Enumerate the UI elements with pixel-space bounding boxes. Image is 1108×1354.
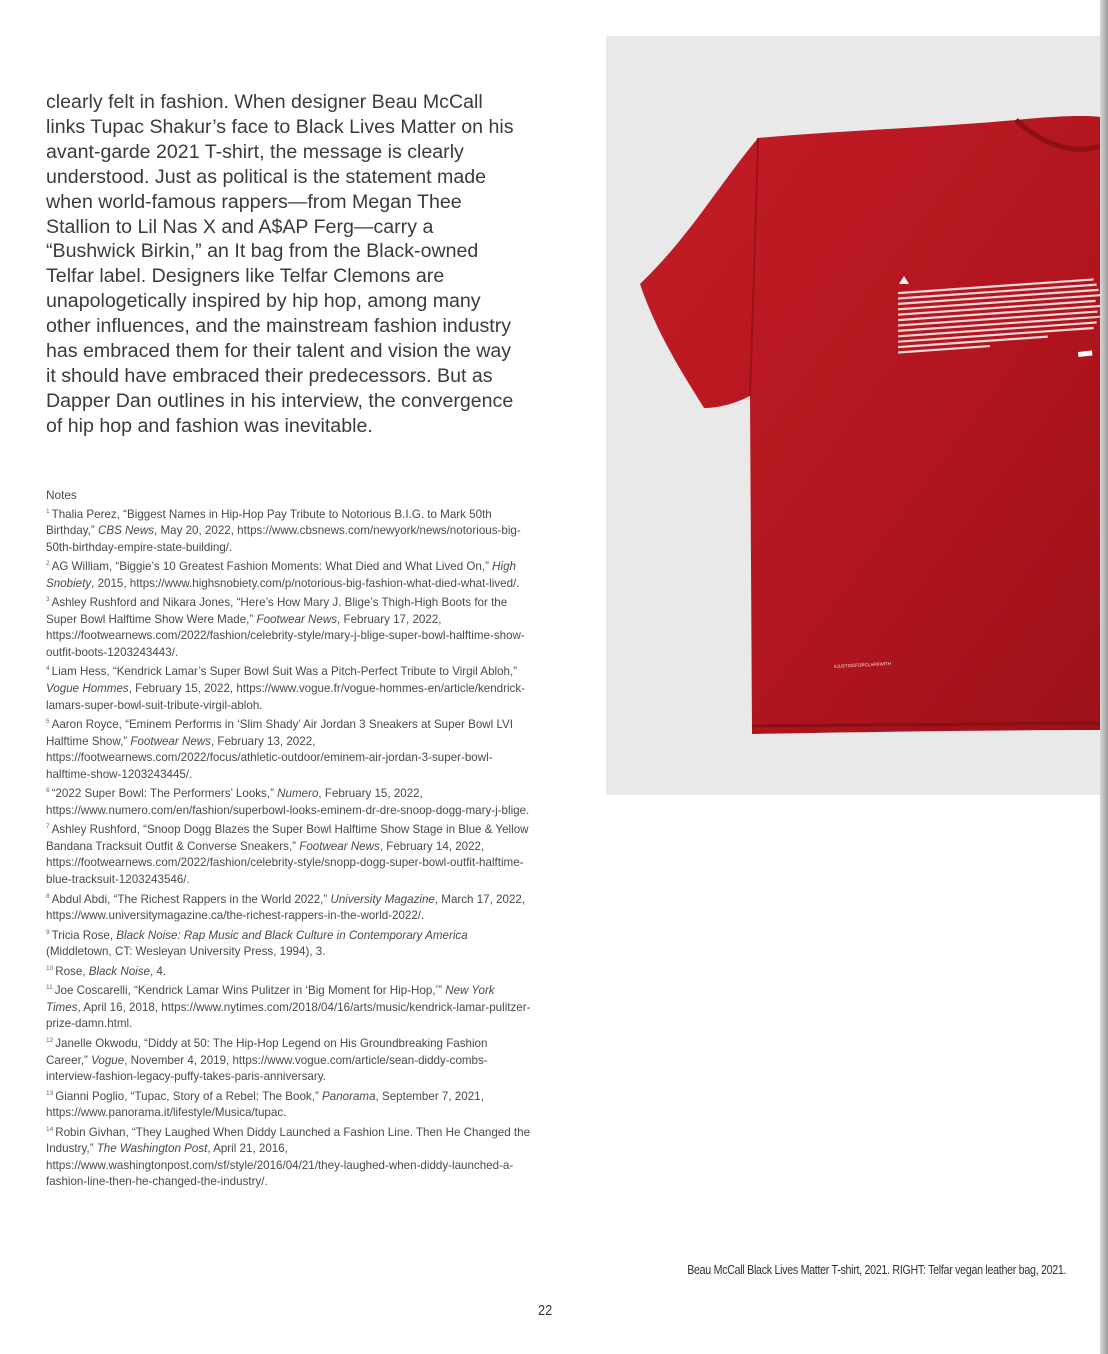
note-number: 13 xyxy=(46,1089,54,1097)
note-item xyxy=(46,783,532,819)
note-text: Gianni Poglio, “Tupac, Story of a Rebel: The Book,” xyxy=(55,1089,323,1103)
note-citation: , February 14, 2022, https://footwearnews.com/2022/fashion/celebrity-style/snopp-dogg-super-bowl-outfit-halftime-blue-tracksuit-1203243546/. xyxy=(46,839,524,887)
note-text: Robin Givhan, “They Laughed When Diddy Launched a Fashion Line. Then He Changed the Industry,” xyxy=(46,1125,531,1156)
note-number: 1 xyxy=(46,507,50,515)
note-item xyxy=(46,980,532,1033)
note-item xyxy=(46,1033,532,1086)
note-number: 2 xyxy=(46,560,50,568)
note-source-title: Black Noise xyxy=(88,964,150,978)
note-source-title: Footwear News xyxy=(299,839,380,853)
note-citation: , September 7, 2021, https://www.panorama.it/lifestyle/Musica/tupac. xyxy=(46,1089,484,1120)
note-citation: , April 16, 2018, https://www.nytimes.com/2018/04/16/arts/music/kendrick-lamar-pulitzer-prize-damn.html. xyxy=(46,1000,531,1031)
note-number: 11 xyxy=(46,984,53,992)
note-number: 3 xyxy=(46,596,50,604)
note-item xyxy=(46,714,532,783)
note-item xyxy=(46,556,532,592)
note-text: Joe Coscarelli, “Kendrick Lamar Wins Pulitzer in ‘Big Moment for Hip-Hop,’” xyxy=(54,984,446,998)
endnotes-section xyxy=(46,487,532,1191)
note-citation: , February 17, 2022, https://footwearnews.com/2022/fashion/celebrity-style/mary-j-blige-super-bowl-halftime-show-outfit-boots-1203243443/. xyxy=(46,612,525,659)
note-number: 12 xyxy=(46,1036,54,1044)
note-item xyxy=(46,592,532,661)
tshirt-body xyxy=(640,116,1100,734)
note-number: 14 xyxy=(46,1125,54,1133)
note-text: AG William, “Biggie’s 10 Greatest Fashion Moments: What Died and What Lived On,” xyxy=(51,560,493,574)
note-citation: , May 20, 2022, https://www.cbsnews.com/newyork/news/notorious-big-50th-birthday-empire-state-building/. xyxy=(46,524,521,554)
note-number: 8 xyxy=(46,892,50,900)
note-text: Tricia Rose, xyxy=(51,928,117,942)
note-text: Ashley Rushford, “Snoop Dogg Blazes the Super Bowl Halftime Show Stage in Blue & Yellow Bandana Tracksuit Outfit & Converse Sneakers,” xyxy=(46,823,529,853)
note-source-title: Footwear News xyxy=(130,734,211,748)
note-number: 9 xyxy=(46,928,50,936)
tshirt-photo xyxy=(606,36,1100,795)
note-item xyxy=(46,504,532,557)
note-source-title: Panorama xyxy=(322,1089,376,1103)
note-text: Ashley Rushford and Nikara Jones, “Here’s How Mary J. Blige’s Thigh-High Boots for the Super Bowl Halftime Show Were Made,” xyxy=(46,596,508,626)
note-item xyxy=(46,819,532,888)
note-text: Thalia Perez, “Biggest Names in Hip-Hop Pay Tribute to Notorious B.I.G. to Mark 50th Birthday,” xyxy=(46,507,492,538)
note-text: Aaron Royce, “Eminem Performs in ‘Slim Shady’ Air Jordan 3 Sneakers at Super Bowl LVI Halftime Show,” xyxy=(46,718,513,748)
note-source-title: Black Noise: Rap Music and Black Culture in Contemporary America xyxy=(116,928,468,942)
note-text: “2022 Super Bowl: The Performers’ Looks,” xyxy=(51,787,278,801)
note-citation: , February 13, 2022, https://footwearnews.com/2022/focus/athletic-outdoor/eminem-air-jordan-3-super-bowl-halftime-show-1203243445/. xyxy=(46,734,493,781)
note-item xyxy=(46,925,532,961)
tshirt-hem-text: #JUSTICEFORCLARKWITH xyxy=(833,661,892,669)
note-source-title: Vogue xyxy=(91,1053,125,1067)
note-source-title: Numero xyxy=(277,787,319,801)
note-source-title: Footwear News xyxy=(256,612,338,626)
red-tshirt-illustration xyxy=(606,36,1100,795)
note-citation: (Middletown, CT: Wesleyan University Press, 1994), 3. xyxy=(46,945,326,959)
note-source-title: University Magazine xyxy=(330,892,435,906)
note-citation: , March 17, 2022, https://www.universitymagazine.ca/the-richest-rappers-in-the-world-2022/. xyxy=(46,892,526,923)
notes-list xyxy=(46,504,532,1191)
note-source-title: The Washington Post xyxy=(96,1142,208,1156)
note-text: Janelle Okwodu, “Diddy at 50: The Hip-Hop Legend on His Groundbreaking Fashion Career,” xyxy=(46,1036,488,1067)
note-item xyxy=(46,1086,532,1122)
note-item xyxy=(46,961,532,981)
note-number: 10 xyxy=(46,964,54,972)
note-source-title: CBS News xyxy=(97,524,155,538)
note-source-title: New York Times xyxy=(46,984,495,1014)
note-text: Abdul Abdi, “The Richest Rappers in the World 2022,” xyxy=(51,892,331,906)
note-citation: , 4. xyxy=(149,964,167,978)
note-citation: , 2015, https://www.highsnobiety.com/p/notorious-big-fashion-what-died-what-lived/. xyxy=(91,576,520,590)
photo-caption: Beau McCall Black Lives Matter T-shirt, 2021. RIGHT: Telfar vegan leather bag, 2021. xyxy=(686,1262,1066,1277)
note-citation: , February 15, 2022, https://www.numero.com/en/fashion/superbowl-looks-eminem-dr-dre-snoop-dogg-mary-j-blige. xyxy=(46,787,530,817)
note-number: 4 xyxy=(46,665,50,673)
note-source-title: Vogue Hommes xyxy=(46,682,129,696)
note-citation: , April 21, 2016, https://www.washingtonpost.com/sf/style/2016/04/21/they-laughed-when-diddy-launched-a-fashion-line-then-he-changed-the-industry/. xyxy=(46,1142,514,1189)
note-text: Rose, xyxy=(55,964,89,978)
note-citation: , February 15, 2022, https://www.vogue.fr/vogue-hommes-en/article/kendrick-lamars-super-bowl-suit-tribute-virgil-abloh. xyxy=(46,682,526,712)
note-item xyxy=(46,661,532,714)
note-item xyxy=(46,889,532,925)
page-gutter-edge xyxy=(1100,0,1108,1354)
page-number: 22 xyxy=(538,1302,553,1319)
note-number: 5 xyxy=(46,718,50,726)
note-citation: , November 4, 2019, https://www.vogue.com/article/sean-diddy-combs-interview-fashion-legacy-puffy-takes-paris-anniversary. xyxy=(46,1053,488,1084)
note-text: Liam Hess, “Kendrick Lamar’s Super Bowl Suit Was a Pitch-Perfect Tribute to Virgil Abloh,” xyxy=(51,665,518,679)
article-body-paragraph: clearly felt in fashion. When designer Beau McCall links Tupac Shakur’s face to Black Lives Matter on his avant-garde 2021 T-shirt, the message is clearly understood. Just as political is the statement made when world-famous rappers—from Megan Thee Stallion to Lil Nas X and A$AP Ferg—carry a “Bushwick Birkin,” an It bag from the Black-owned Telfar label. Designers like Telfar Clemons are unapologetically inspired by hip hop, among many other influences, and the mainstream fashion industry has embraced them for their talent and vision the way it should have embraced their predecessors. But as Dapper Dan outlines in his interview, the convergence of hip hop and fashion was inevitable. xyxy=(46,91,514,437)
notes-heading: Notes xyxy=(46,488,77,502)
note-number: 7 xyxy=(46,823,50,831)
note-item xyxy=(46,1122,532,1191)
note-source-title: High Snobiety xyxy=(46,560,517,590)
note-number: 6 xyxy=(46,787,50,795)
